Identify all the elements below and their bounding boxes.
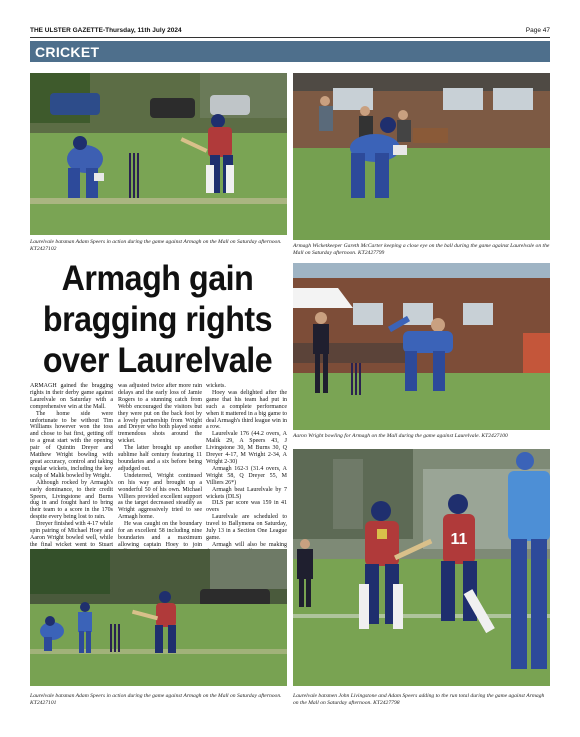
headline-line-3: over Laurelvale bbox=[42, 341, 273, 380]
article-paragraph: wickets. bbox=[206, 383, 226, 389]
photo-batsman-speers-2 bbox=[30, 549, 287, 686]
article-paragraph: Although rocked by Armagh's early dominance, to their credit Speers, Livingstone and Burns dug in and fought hard to bring their team to a score in the 170s despite every being lost to rain. bbox=[30, 479, 113, 521]
article-column-2 bbox=[118, 383, 202, 569]
publication-date: THE ULSTER GAZETTE-Thursday, 11th July 2024 bbox=[30, 27, 182, 34]
caption-photo-4: Laurelvale batsman Adam Speers in action during the game against Armagh on the Mall on Saturday afternoon. KT2427101 bbox=[30, 693, 282, 706]
article-headline bbox=[40, 258, 275, 381]
article-paragraph: DLS par score was 159 in 41 overs bbox=[206, 500, 287, 514]
article-paragraph: Hoey was delighted after the game that his team had put in such a complete performance when it mattered in a big game to deal Armagh's third league win in a row. bbox=[206, 389, 287, 431]
article-paragraph: The home side were unfortunate to be without Tim Williams however won the toss and chose to bat first, getting off to a great start with the opening pair of Quintin Dreyer and Matthew Wright bowling with great accuracy, control and taking regular wickets, including the key scalp of Malik bowled by Wright. bbox=[30, 410, 113, 479]
photo-1-image bbox=[30, 73, 287, 235]
header-rule bbox=[30, 37, 550, 38]
photo-4-image bbox=[30, 549, 287, 686]
caption-photo-5: Laurelvale batsmen John Livingstone and Adam Speers adding to the run total during the game against Armagh on the Mall on Saturday afternoon. KT2427798 bbox=[293, 693, 545, 706]
stumps bbox=[351, 363, 361, 395]
article-paragraph: was adjusted twice after more rain delays and the early loss of Jamie Rogers to a stunning catch from Webb encouraged the visitors but they were put on the back foot by a lovely partnership from Wright and Dreyer who both played some tremendous shots around the wicket. bbox=[118, 383, 202, 445]
photo-5-image bbox=[293, 449, 550, 686]
shirt-number: 11 bbox=[450, 531, 468, 548]
caption-photo-3: Aaron Wright bowling for Armagh on the Mall during the game against Laurelvale. KT2427100 bbox=[293, 433, 508, 439]
article-paragraph: The latter brought up another sublime half century featuring 11 boundaries and a six before being adjudged out. bbox=[118, 445, 202, 472]
article-paragraph: ARMAGH gained the bragging rights in their derby game against Laurelvale on Saturday with a comprehensive win at the Mall. bbox=[30, 383, 113, 410]
page-header bbox=[30, 27, 550, 37]
photo-3-image bbox=[293, 263, 550, 430]
article-paragraph: Dreyer finished with 4-17 while spin pairing of Michael Hoey and Aaron Wright bowled well, while the final wicket went to Stuart bbox=[30, 521, 113, 548]
article-paragraph: Armagh 162-3 (31.4 overs, A Wright 58, Q Dreyer 55, M Villiers 26*) bbox=[206, 465, 287, 486]
article-paragraph: Armagh will also be making bbox=[212, 541, 287, 548]
photo-batsman-speers-1 bbox=[30, 73, 287, 235]
article-paragraph: Laurelvale 176 (44.2 overs, A Malik 29, A Speers 43, J Livingstone 30, M Burns 30, Q Dreyer 4-17, M Wright 2-34, A Wright 2-30) bbox=[206, 431, 287, 465]
caption-photo-2: Armagh Wicketkeeper Gareth McCarter keeping a close eye on the ball during the game against Laurelvale on the Mall on Saturday afternoon. KT2427799 bbox=[293, 243, 550, 256]
headline-line-1: Armagh gain bbox=[61, 259, 254, 298]
photo-aaron-wright-bowling bbox=[293, 263, 550, 430]
photo-wicketkeeper-mccarter bbox=[293, 73, 550, 240]
section-title: CRICKET bbox=[35, 44, 100, 60]
stumps bbox=[129, 153, 139, 198]
section-banner bbox=[30, 41, 550, 62]
stumps bbox=[110, 624, 120, 652]
article-column-1 bbox=[30, 383, 113, 563]
article-paragraph: Armagh beat Laurelvale by 7 wickets (DLS) bbox=[206, 486, 287, 500]
headline-line-2: bragging rights bbox=[42, 300, 273, 339]
page-number: Page 47 bbox=[525, 27, 550, 34]
photo-2-image bbox=[293, 73, 550, 240]
article-paragraph: He was caught on the boundary for an excellent 58 including nine boundaries and a maximum allowing captain Hoey to join bbox=[118, 521, 202, 548]
photo-livingstone-speers-running bbox=[293, 449, 550, 686]
article-paragraph: Laurelvale are scheduled to travel to Ballymena on Saturday, July 13 in a Section One League game. bbox=[206, 514, 287, 541]
caption-photo-1: Laurelvale batsman Adam Speers in action during the game against Armagh on the Mall on Saturday afternoon. KT2427102 bbox=[30, 239, 282, 252]
article-column-3 bbox=[206, 383, 287, 563]
article-paragraph: Undeterred, Wright continued on his way and brought up a wonderful 50 of his own. Michael Villiers provided excellent support as the target decreased steadily as Wright aggressively tried to see Armagh home. bbox=[118, 472, 202, 521]
